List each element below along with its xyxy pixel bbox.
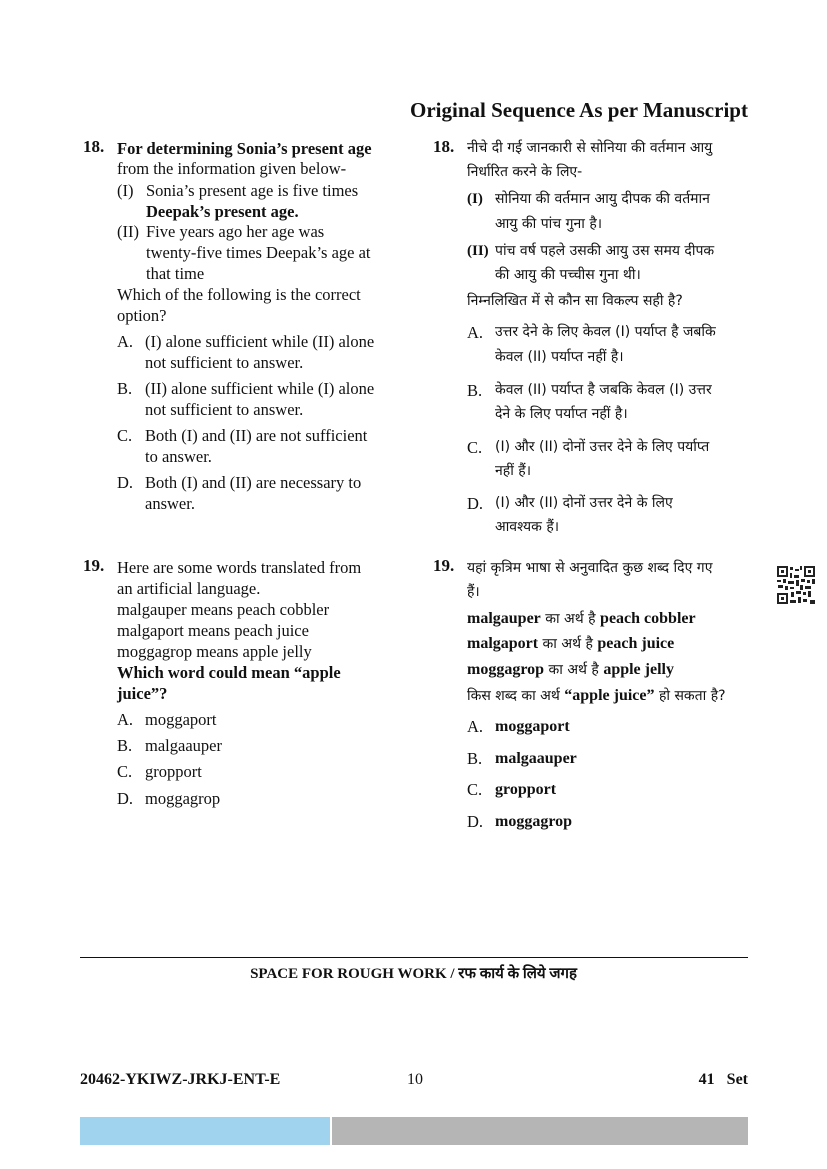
- question-ask-line: Which word could mean “apple: [117, 663, 341, 682]
- statement-line: twenty-five times Deepak’s age at: [146, 243, 371, 262]
- statement-line: that time: [146, 264, 205, 283]
- word-connector: का अर्थ है: [538, 636, 598, 652]
- option-text: moggagrop: [145, 789, 221, 808]
- divider: [80, 957, 748, 958]
- option-text: (I) alone sufficient while (II) alone: [145, 332, 375, 351]
- qr-code-icon: [776, 565, 816, 605]
- statement-label: (I): [117, 181, 134, 200]
- question-stem-line: malgaport means peach juice: [117, 621, 309, 640]
- option-letter: A.: [117, 332, 134, 351]
- option-letter: D.: [117, 789, 134, 808]
- word-connector: का अर्थ है: [540, 611, 601, 627]
- question-number: 19.: [433, 556, 455, 575]
- option-letter: B.: [117, 379, 133, 398]
- option-text: moggaport: [145, 710, 217, 729]
- word-meaning-line: [467, 633, 674, 655]
- question-stem-line: from the information given below-: [117, 159, 347, 178]
- statement-line: सोनिया की वर्तमान आयु दीपक की वर्तमान: [495, 191, 710, 207]
- word-meaning: peach juice: [597, 635, 675, 652]
- statement-line: Deepak’s present age.: [146, 202, 299, 221]
- question-ask-line: Which of the following is the correct: [117, 285, 361, 304]
- option-text: उत्तर देने के लिए केवल (I) पर्याप्त है जबकि: [495, 324, 716, 340]
- option-text: Both (I) and (II) are not sufficient: [145, 426, 368, 445]
- question-stem-line: निर्धारित करने के लिए-: [467, 164, 583, 180]
- option-letter: B.: [117, 736, 133, 755]
- question-stem-line: हैं।: [467, 584, 480, 600]
- option-text: to answer.: [145, 447, 212, 466]
- option-letter: B.: [467, 749, 483, 768]
- option-text: malgaauper: [495, 750, 577, 767]
- statement-line: आयु की पांच गुना है।: [495, 216, 603, 232]
- word-meaning-line: [467, 659, 674, 681]
- question-ask-line: निम्नलिखित में से कौन सा विकल्प सही है?: [467, 293, 683, 309]
- option-text: (I) और (II) दोनों उत्तर देने के लिए: [495, 495, 673, 511]
- option-text: not sufficient to answer.: [145, 353, 304, 372]
- option-text: (I) और (II) दोनों उत्तर देने के लिए पर्याप्त: [495, 439, 710, 455]
- option-letter: A.: [117, 710, 134, 729]
- statement-label: (II): [117, 222, 139, 241]
- option-letter: C.: [117, 762, 133, 781]
- question-stem-line: यहां कृत्रिम भाषा से अनुवादित कुछ शब्द दिए गए: [467, 560, 713, 576]
- question-stem-line: an artificial language.: [117, 579, 261, 598]
- option-text: केवल (II) पर्याप्त नहीं है।: [495, 349, 624, 365]
- word-meaning: apple jelly: [603, 661, 674, 678]
- option-letter: D.: [467, 812, 484, 831]
- option-text: not sufficient to answer.: [145, 400, 304, 419]
- question-ask-line: [467, 685, 726, 707]
- footer-bar-blue: [80, 1117, 330, 1145]
- statement-line: की आयु की पच्चीस गुना थी।: [495, 267, 641, 283]
- ask-term: “apple juice”: [564, 687, 655, 704]
- question-number: 18.: [433, 137, 455, 156]
- question-stem-line: For determining Sonia’s present age: [117, 139, 372, 158]
- option-text: आवश्यक हैं।: [495, 519, 560, 535]
- option-text: नहीं हैं।: [495, 463, 532, 479]
- footer-bar-grey: [332, 1117, 748, 1145]
- option-letter: D.: [467, 494, 484, 513]
- statement-label: (II): [467, 243, 489, 259]
- option-letter: C.: [117, 426, 133, 445]
- word-connector: का अर्थ है: [544, 662, 604, 678]
- statement-line: Sonia’s present age is five times: [146, 181, 359, 200]
- option-text: moggaport: [495, 718, 570, 735]
- question-stem-line: moggagrop means apple jelly: [117, 642, 312, 661]
- option-text: केवल (II) पर्याप्त है जबकि केवल (I) उत्तर: [495, 382, 712, 398]
- option-letter: C.: [467, 780, 483, 799]
- option-text: Both (I) and (II) are necessary to: [145, 473, 362, 492]
- word: moggagrop: [467, 661, 545, 678]
- option-letter: B.: [467, 381, 483, 400]
- ask-suffix: हो सकता है?: [654, 688, 726, 704]
- word-meaning: peach cobbler: [600, 610, 696, 627]
- statement-label: (I): [467, 191, 483, 207]
- question-stem-line: malgauper means peach cobbler: [117, 600, 330, 619]
- footer-page-number: 10: [407, 1071, 423, 1088]
- option-text: moggagrop: [495, 813, 573, 830]
- page-heading: Original Sequence As per Manuscript: [410, 98, 748, 122]
- word-meaning-line: [467, 608, 696, 630]
- question-number: 19.: [83, 556, 105, 575]
- option-text: (II) alone sufficient while (I) alone: [145, 379, 375, 398]
- ask-prefix: किस शब्द का अर्थ: [467, 688, 565, 704]
- option-text: malgaauper: [145, 736, 222, 755]
- question-stem-line: Here are some words translated from: [117, 558, 362, 577]
- statement-line: पांच वर्ष पहले उसकी आयु उस समय दीपक: [495, 243, 715, 259]
- word: malgaport: [467, 635, 539, 652]
- footer-code: 20462-YKIWZ-JRKJ-ENT-E: [80, 1071, 281, 1088]
- question-ask-line: juice”?: [117, 684, 168, 703]
- footer-set: 41 Set: [698, 1071, 748, 1088]
- rough-work-label: SPACE FOR ROUGH WORK / रफ कार्य के लिये जगह: [250, 966, 577, 982]
- option-letter: D.: [117, 473, 134, 492]
- question-ask-line: option?: [117, 306, 167, 325]
- statement-line: Five years ago her age was: [146, 222, 325, 241]
- question-number: 18.: [83, 137, 105, 156]
- option-text: gropport: [495, 781, 557, 798]
- option-text: देने के लिए पर्याप्त नहीं है।: [495, 406, 628, 422]
- option-text: gropport: [145, 762, 202, 781]
- option-letter: A.: [467, 717, 484, 736]
- option-text: answer.: [145, 494, 195, 513]
- option-letter: C.: [467, 438, 483, 457]
- word: malgauper: [467, 610, 541, 627]
- question-stem-line: नीचे दी गई जानकारी से सोनिया की वर्तमान आयु: [467, 140, 713, 156]
- option-letter: A.: [467, 323, 484, 342]
